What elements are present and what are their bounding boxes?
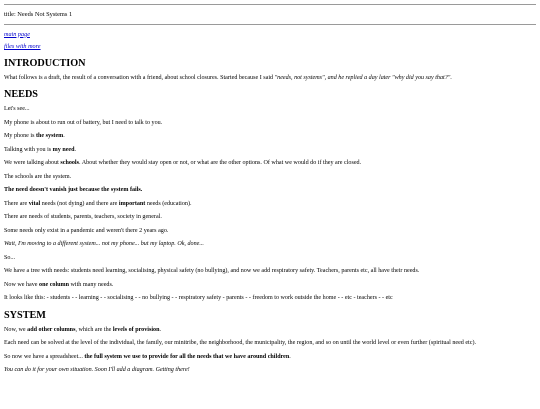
intro-text-c: .: [450, 74, 452, 81]
main-page-link[interactable]: main page: [4, 30, 30, 38]
needs-p3-b: the system: [36, 133, 64, 140]
intro-text-b: , and he replied a day later: [324, 74, 393, 81]
needs-p8-e: needs (education).: [145, 200, 192, 207]
needs-p13: We have a tree with needs: students need learning, socialising, physical safety (no bullying), and now we add respiratory safety. Teachers, parents etc, all have their needs.: [4, 268, 420, 275]
system-p3-a: So now we have a spreadsheet...: [4, 353, 85, 360]
needs-p5-b: schools: [60, 160, 79, 167]
page-title: title: Needs Not Systems 1: [4, 11, 73, 18]
needs-heading: NEEDS: [4, 89, 38, 101]
system-p3-c: .: [289, 353, 291, 360]
intro-text-a: What follows is a draft, the result of a conversation with a friend, about school closures. Started because I said: [4, 74, 275, 81]
needs-p5-a: We were talking about: [4, 160, 61, 167]
needs-p14-b: one column: [39, 281, 69, 288]
needs-p4-c: .: [74, 146, 77, 153]
needs-p8-d: important: [118, 200, 146, 207]
needs-p7: [4, 187, 536, 194]
system-heading: SYSTEM: [4, 309, 46, 321]
needs-p7-bold: The need doesn't vanish just because the system fails.: [4, 187, 143, 194]
system-p1-e: .: [159, 326, 161, 333]
page: [0, 4, 540, 375]
system-p1-d: levels of provision: [112, 326, 160, 333]
needs-p14-c: with many needs.: [69, 281, 114, 288]
needs-p8: [4, 201, 536, 208]
system-p4-italic: You can do it for your own situation. Soon I'll add a diagram. Getting there!: [4, 367, 190, 374]
needs-p5-c: . About whether they would stay open or not, or what are the other options. Of what we would do if they are closed.: [79, 160, 362, 167]
intro-paragraph: [4, 75, 536, 82]
needs-p5: [4, 160, 536, 167]
needs-p14: [4, 282, 536, 289]
needs-p8-c: needs (not dying) and there are: [40, 200, 119, 207]
system-p1: [4, 327, 536, 334]
needs-p1: Let's see...: [4, 106, 30, 113]
system-p3-b: the full system we use to provide for all the needs that we have around children: [84, 353, 290, 360]
files-with-more-link[interactable]: files with more: [4, 43, 41, 51]
needs-p2: My phone is about to run out of battery, but I need to talk to you.: [4, 119, 163, 126]
system-p1-a: Now, we: [4, 326, 28, 333]
needs-p11: [4, 241, 536, 248]
needs-p6: The schools are the system.: [4, 173, 72, 180]
needs-p15: It looks like this: - students - - learning - - socialising - - no bullying - - respiratory safety - parents - - freedom to work outside the home - - etc - teachers - - etc: [4, 295, 393, 302]
title-divider: [4, 24, 536, 25]
needs-p4-a: Talking with you is: [4, 146, 53, 153]
needs-p9: There are needs of students, parents, teachers, society in general.: [4, 214, 162, 221]
needs-p8-b: vital: [28, 200, 41, 207]
needs-p3-c: .: [63, 133, 65, 140]
needs-p8-a: There are: [4, 200, 29, 207]
system-p1-b: add other columns: [27, 326, 76, 333]
system-p4: [4, 367, 536, 374]
needs-p14-a: Now we have: [4, 281, 40, 288]
needs-p4: [4, 147, 536, 154]
needs-p3: [4, 133, 536, 140]
intro-quote-1: "needs, not systems": [274, 74, 325, 81]
needs-p11-italic: Wait, I'm moving to a different system... not my phone... but my laptop. Ok, done...: [4, 241, 204, 248]
system-p3: [4, 354, 536, 361]
introduction-heading: INTRODUCTION: [4, 57, 86, 69]
needs-p3-a: My phone is: [4, 133, 36, 140]
intro-quote-2: "why did you say that?": [392, 74, 451, 81]
system-p1-c: , which are the: [75, 326, 113, 333]
needs-p4-b: my need: [52, 146, 75, 153]
system-p2: Each need can be solved at the level of the individual, the family, our minitribe, the neighborhood, the municipality, the region, and so on until the world level or even further (spiritual need etc).: [4, 340, 477, 347]
needs-p10: Some needs only exist in a pandemic and weren't there 2 years ago.: [4, 227, 169, 234]
needs-p12: So...: [4, 254, 16, 261]
